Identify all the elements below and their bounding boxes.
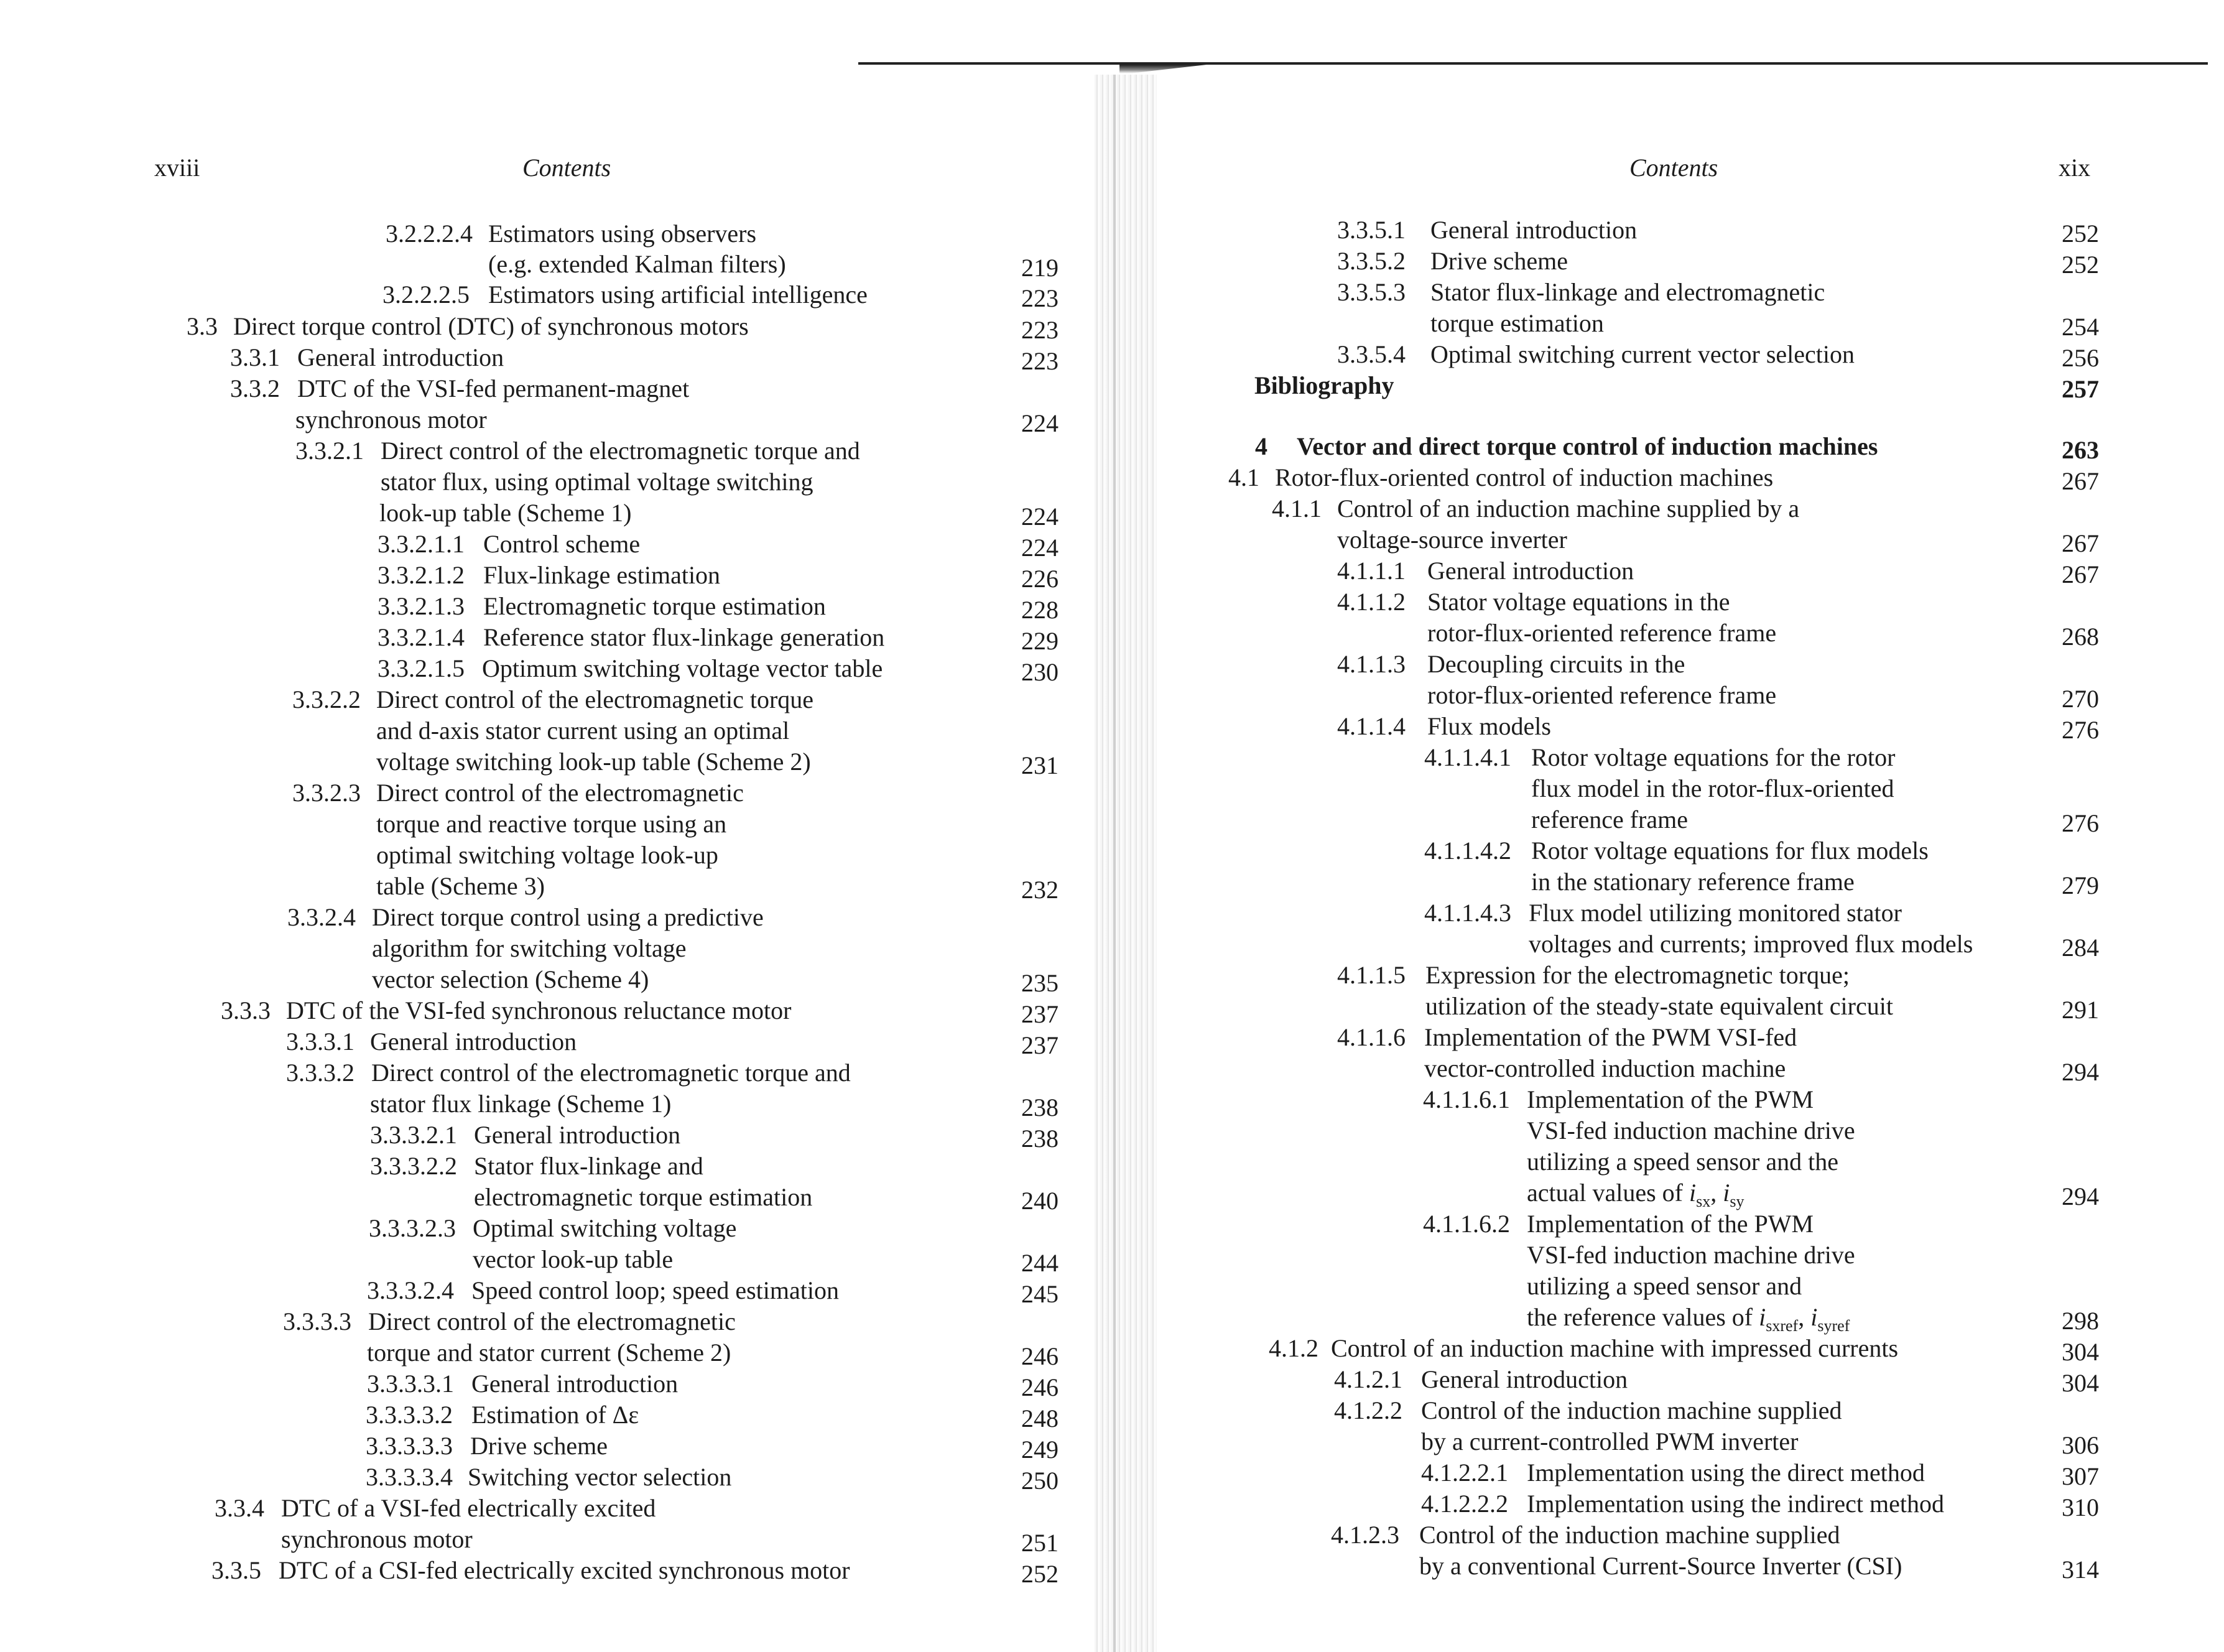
toc-entry-page: 249: [1021, 1436, 1059, 1464]
toc-entry-title: VSI-fed induction machine drive: [1527, 1116, 1855, 1144]
toc-entry-title: optimal switching voltage look-up: [376, 841, 718, 869]
toc-entry-title: Implementation of the PWM: [1527, 1210, 1814, 1238]
toc-entry-title: Decoupling circuits in the: [1427, 650, 1685, 678]
toc-entry-number: 3.3.5.1: [1337, 216, 1406, 244]
toc-entry-number: 3.3.3.2.4: [367, 1276, 454, 1304]
toc-entry-title: table (Scheme 3): [376, 872, 545, 900]
toc-entry-title: Implementation using the indirect method: [1527, 1490, 1944, 1518]
toc-entry-title: General introduction: [370, 1028, 577, 1056]
toc-entry-page: 240: [1021, 1187, 1059, 1215]
toc-entry-number: 3.3.4: [215, 1494, 264, 1522]
toc-entry-title: Drive scheme: [1430, 247, 1568, 275]
toc-entry-page: 219: [1021, 254, 1059, 282]
toc-entry-number: 4.1.2.3: [1331, 1521, 1399, 1549]
toc-entry-page: 252: [1021, 1560, 1059, 1588]
right-page: [1169, 0, 2224, 1652]
toc-entry-number: 4.1.1.4: [1337, 712, 1406, 740]
toc-entry-page: 254: [2062, 313, 2099, 341]
toc-entry-page: 223: [1021, 347, 1059, 375]
toc-entry-number: 3.3.5: [211, 1556, 261, 1584]
book-gutter: [1095, 75, 1157, 1652]
toc-entry-title: in the stationary reference frame: [1531, 868, 1855, 896]
toc-entry-page: 267: [2062, 560, 2099, 588]
toc-entry-number: 3.3.2.2: [292, 685, 361, 713]
toc-entry-number: 3.3.5.3: [1337, 278, 1406, 306]
toc-entry-number: 3.3.3.3: [283, 1307, 351, 1335]
toc-entry-title: look-up table (Scheme 1): [379, 499, 632, 527]
toc-entry-number: 3.3.2.1.4: [378, 623, 465, 651]
toc-entry-title: voltage switching look-up table (Scheme 2): [376, 748, 811, 776]
toc-entry-number: 3.3.3.1: [286, 1028, 354, 1056]
toc-entry-number: 3.3.2.1.5: [378, 654, 465, 682]
toc-entry-title: Stator flux-linkage and electromagnetic: [1430, 278, 1825, 306]
toc-entry-title: vector look-up table: [473, 1245, 674, 1273]
toc-entry-number: 4.1.2: [1269, 1334, 1318, 1362]
toc-entry-title: (e.g. extended Kalman filters): [488, 250, 786, 278]
toc-entry-title: Direct torque control using a predictive: [372, 903, 764, 931]
toc-entry-number: 3.3.2.1.2: [378, 561, 465, 589]
toc-entry-page: 284: [2062, 934, 2099, 962]
toc-entry-title: vector selection (Scheme 4): [372, 965, 649, 993]
toc-entry-number: 3.2.2.2.5: [382, 281, 470, 309]
toc-entry-title: Rotor voltage equations for flux models: [1531, 837, 1929, 865]
toc-entry-page: 279: [2062, 871, 2099, 899]
toc-entry-number: 4.1.1: [1272, 494, 1322, 522]
toc-entry-page: 314: [2062, 1556, 2099, 1584]
toc-entry-page: 270: [2062, 685, 2099, 713]
toc-entry-number: 4.1.2.2: [1334, 1396, 1402, 1424]
toc-entry-number: 3.3.5.2: [1337, 247, 1406, 275]
toc-entry-page: 256: [2062, 344, 2099, 372]
toc-entry-page: 228: [1021, 596, 1059, 624]
toc-entry-title: synchronous motor: [281, 1525, 473, 1553]
toc-entry-title: synchronous motor: [295, 406, 487, 434]
toc-entry-title: Control of an induction machine with impressed currents: [1331, 1334, 1899, 1362]
toc-entry-number: 4.1.1.6.1: [1423, 1085, 1510, 1113]
toc-entry-title: Control of the induction machine supplied: [1419, 1521, 1840, 1549]
toc-entry-number: 3.3.3.2.1: [370, 1121, 457, 1149]
toc-entry-page: 306: [2062, 1431, 2099, 1459]
toc-entry-title: General introduction: [471, 1370, 679, 1398]
toc-entry-number: 4.1.1.6: [1337, 1023, 1406, 1051]
toc-entry-title: Bibliography: [1254, 371, 1394, 399]
toc-entry-title: Direct control of the electromagnetic torque: [376, 685, 814, 713]
toc-entry-page: 263: [2062, 436, 2099, 464]
toc-entry-title: and d-axis stator current using an optimal: [376, 717, 790, 745]
toc-entry-title: torque and stator current (Scheme 2): [367, 1339, 731, 1367]
toc-entry-title: Direct control of the electromagnetic: [368, 1307, 736, 1335]
toc-entry-title: DTC of the VSI-fed synchronous reluctance motor: [286, 996, 792, 1024]
toc-entry-page: 235: [1021, 969, 1059, 997]
toc-entry-number: 4.1.1.4.1: [1424, 743, 1511, 771]
toc-entry-title: DTC of a VSI-fed electrically excited: [281, 1494, 656, 1522]
toc-entry-title: utilizing a speed sensor and the: [1527, 1148, 1838, 1176]
running-head: Contents: [1629, 154, 1718, 182]
toc-entry-title: Direct control of the electromagnetic torque and: [371, 1059, 851, 1087]
toc-entry-number: 3.3.3.2: [286, 1059, 354, 1087]
toc-entry-number: 3.3: [187, 312, 218, 340]
toc-entry-title: Speed control loop; speed estimation: [471, 1276, 839, 1304]
toc-entry-page: 304: [2062, 1338, 2099, 1366]
toc-entry-title: General introduction: [1430, 216, 1638, 244]
toc-entry-page: 294: [2062, 1182, 2099, 1210]
page-number: xviii: [154, 154, 200, 182]
running-head: Contents: [522, 154, 611, 182]
toc-entry-page: 246: [1021, 1342, 1059, 1370]
toc-entry-page: 252: [2062, 251, 2099, 279]
toc-entry-title: Implementation using the direct method: [1527, 1459, 1925, 1487]
toc-entry-title: Optimal switching current vector selection: [1430, 340, 1855, 368]
toc-entry-title: Electromagnetic torque estimation: [483, 592, 826, 620]
toc-entry-page: 237: [1021, 1031, 1059, 1059]
toc-entry-page: 245: [1021, 1280, 1059, 1308]
toc-entry-title: utilizing a speed sensor and: [1527, 1272, 1802, 1300]
toc-entry-page: 223: [1021, 316, 1059, 344]
toc-entry-number: 4.1.1.3: [1337, 650, 1406, 678]
toc-entry-number: 3.3.2: [230, 374, 280, 402]
toc-entry-page: 268: [2062, 623, 2099, 651]
toc-entry-number: 3.3.3.3.3: [366, 1432, 453, 1460]
toc-entry-number: 3.3.3.3.1: [367, 1370, 454, 1398]
toc-entry-page: 267: [2062, 467, 2099, 495]
toc-entry-title: torque estimation: [1430, 309, 1604, 337]
toc-entry-title: Direct control of the electromagnetic: [376, 779, 744, 807]
toc-entry-number: 3.3.3.2.3: [369, 1214, 456, 1242]
toc-entry-title: the reference values of $i_{sxref}$, $i_{syref}$: [1527, 1303, 1850, 1335]
toc-entry-title: voltage-source inverter: [1337, 526, 1567, 554]
toc-entry-title: Expression for the electromagnetic torque;: [1425, 961, 1850, 989]
toc-entry-title: stator flux, using optimal voltage switching: [381, 468, 813, 496]
toc-entry-title: General introduction: [1427, 557, 1634, 585]
toc-entry-title: Reference stator flux-linkage generation: [483, 623, 885, 651]
toc-entry-title: Estimation of Δε: [471, 1401, 639, 1429]
toc-entry-page: 237: [1021, 1000, 1059, 1028]
toc-entry-page: 230: [1021, 658, 1059, 686]
toc-entry-page: 244: [1021, 1249, 1059, 1277]
toc-entry-page: 224: [1021, 409, 1059, 437]
toc-entry-page: 226: [1021, 565, 1059, 593]
toc-entry-page: 248: [1021, 1404, 1059, 1432]
toc-entry-title: General introduction: [474, 1121, 681, 1149]
toc-entry-title: stator flux linkage (Scheme 1): [370, 1090, 672, 1118]
toc-entry-page: 238: [1021, 1093, 1059, 1121]
toc-entry-title: Control scheme: [483, 530, 641, 558]
toc-entry-page: 267: [2062, 529, 2099, 557]
toc-entry-number: 4.1.1.4.2: [1424, 837, 1511, 865]
toc-entry-number: 4.1.1.2: [1337, 588, 1406, 616]
toc-entry-number: 4: [1255, 432, 1267, 460]
left-page: [0, 0, 1095, 1652]
toc-entry-number: 4.1.1.6.2: [1423, 1210, 1510, 1238]
toc-entry-page: 224: [1021, 534, 1059, 562]
toc-entry-title: Rotor voltage equations for the rotor: [1531, 743, 1896, 771]
toc-entry-number: 3.3.2.1: [295, 437, 364, 465]
toc-entry-title: Rotor-flux-oriented control of induction machines: [1275, 463, 1774, 491]
toc-entry-title: torque and reactive torque using an: [376, 810, 727, 838]
toc-entry-title: Direct control of the electromagnetic torque and: [381, 437, 860, 465]
toc-entry-number: 4.1.1.5: [1337, 961, 1406, 989]
toc-entry-title: Control of an induction machine supplied by a: [1337, 494, 1800, 522]
toc-entry-page: 223: [1021, 284, 1059, 312]
toc-entry-title: flux model in the rotor-flux-oriented: [1531, 774, 1894, 802]
toc-entry-page: 304: [2062, 1369, 2099, 1397]
toc-entry-title: Optimal switching voltage: [473, 1214, 737, 1242]
toc-entry-number: 3.3.3.3.2: [366, 1401, 453, 1429]
toc-entry-page: 231: [1021, 751, 1059, 779]
toc-entry-page: 246: [1021, 1373, 1059, 1401]
toc-entry-number: 3.3.3: [221, 996, 271, 1024]
toc-entry-title: Estimators using artificial intelligence: [488, 281, 868, 309]
toc-entry-number: 3.3.2.1.1: [378, 530, 465, 558]
toc-entry-page: 251: [1021, 1529, 1059, 1557]
toc-entry-page: 238: [1021, 1125, 1059, 1153]
toc-entry-title: electromagnetic torque estimation: [474, 1183, 813, 1211]
toc-entry-title: Flux-linkage estimation: [483, 561, 721, 589]
toc-entry-number: 3.3.3.3.4: [366, 1463, 453, 1491]
toc-entry-page: 229: [1021, 627, 1059, 655]
toc-entry-title: utilization of the steady-state equivalent circuit: [1425, 992, 1893, 1020]
toc-entry-number: 4.1: [1228, 463, 1259, 491]
toc-entry-title: rotor-flux-oriented reference frame: [1427, 619, 1777, 647]
toc-entry-title: VSI-fed induction machine drive: [1527, 1241, 1855, 1269]
toc-entry-page: 257: [2062, 375, 2099, 403]
toc-entry-title: Flux model utilizing monitored stator: [1529, 899, 1902, 927]
toc-entry-number: 3.3.2.3: [292, 779, 361, 807]
toc-entry-title: voltages and currents; improved flux models: [1529, 930, 1973, 958]
toc-entry-title: rotor-flux-oriented reference frame: [1427, 681, 1777, 709]
toc-entry-page: 224: [1021, 503, 1059, 531]
toc-entry-title: DTC of a CSI-fed electrically excited synchronous motor: [279, 1556, 850, 1584]
toc-entry-title: Stator flux-linkage and: [474, 1152, 703, 1180]
toc-entry-number: 3.3.1: [230, 343, 280, 371]
toc-entry-title: vector-controlled induction machine: [1424, 1054, 1786, 1082]
toc-entry-title: DTC of the VSI-fed permanent-magnet: [297, 374, 690, 402]
toc-entry-page: 307: [2062, 1462, 2099, 1490]
toc-entry-title: by a conventional Current-Source Inverter (CSI): [1419, 1552, 1902, 1580]
toc-entry-title: Estimators using observers: [488, 220, 757, 248]
toc-entry-title: Direct torque control (DTC) of synchronous motors: [233, 312, 749, 340]
toc-entry-title: General introduction: [1421, 1365, 1628, 1393]
toc-entry-page: 250: [1021, 1467, 1059, 1495]
toc-entry-title: Implementation of the PWM VSI-fed: [1424, 1023, 1797, 1051]
toc-entry-title: Stator voltage equations in the: [1427, 588, 1730, 616]
toc-entry-page: 310: [2062, 1493, 2099, 1521]
toc-entry-number: 4.1.2.2.1: [1421, 1459, 1508, 1487]
toc-entry-page: 232: [1021, 876, 1059, 904]
toc-entry-title: Drive scheme: [470, 1432, 608, 1460]
toc-entry-title: Optimum switching voltage vector table: [482, 654, 883, 682]
toc-entry-title: reference frame: [1531, 805, 1688, 833]
toc-entry-number: 3.3.3.2.2: [370, 1152, 457, 1180]
toc-entry-number: 3.3.2.4: [287, 903, 356, 931]
toc-entry-title: General introduction: [297, 343, 504, 371]
toc-entry-page: 291: [2062, 996, 2099, 1024]
toc-entry-title: Flux models: [1427, 712, 1551, 740]
toc-entry-number: 3.2.2.2.4: [386, 220, 473, 248]
toc-entry-title: Control of the induction machine supplied: [1421, 1396, 1842, 1424]
toc-entry-number: 4.1.1.4.3: [1424, 899, 1511, 927]
toc-entry-title: algorithm for switching voltage: [372, 934, 687, 962]
toc-entry-number: 4.1.2.2.2: [1421, 1490, 1508, 1518]
toc-entry-page: 252: [2062, 220, 2099, 248]
toc-entry-title: actual values of $i_{sx}$, $i_{sy}$: [1527, 1179, 1744, 1210]
toc-entry-page: 276: [2062, 809, 2099, 837]
toc-entry-title: Implementation of the PWM: [1527, 1085, 1814, 1113]
toc-entry-title: Vector and direct torque control of induction machines: [1297, 432, 1878, 460]
page-number: xix: [2059, 154, 2091, 182]
toc-entry-page: 298: [2062, 1307, 2099, 1335]
toc-entry-title: by a current-controlled PWM inverter: [1421, 1427, 1799, 1455]
toc-entry-number: 4.1.2.1: [1334, 1365, 1402, 1393]
toc-entry-page: 276: [2062, 716, 2099, 744]
toc-entry-number: 3.3.5.4: [1337, 340, 1406, 368]
toc-entry-number: 3.3.2.1.3: [378, 592, 465, 620]
toc-entry-title: Switching vector selection: [468, 1463, 732, 1491]
toc-entry-number: 4.1.1.1: [1337, 557, 1406, 585]
toc-entry-page: 294: [2062, 1058, 2099, 1086]
